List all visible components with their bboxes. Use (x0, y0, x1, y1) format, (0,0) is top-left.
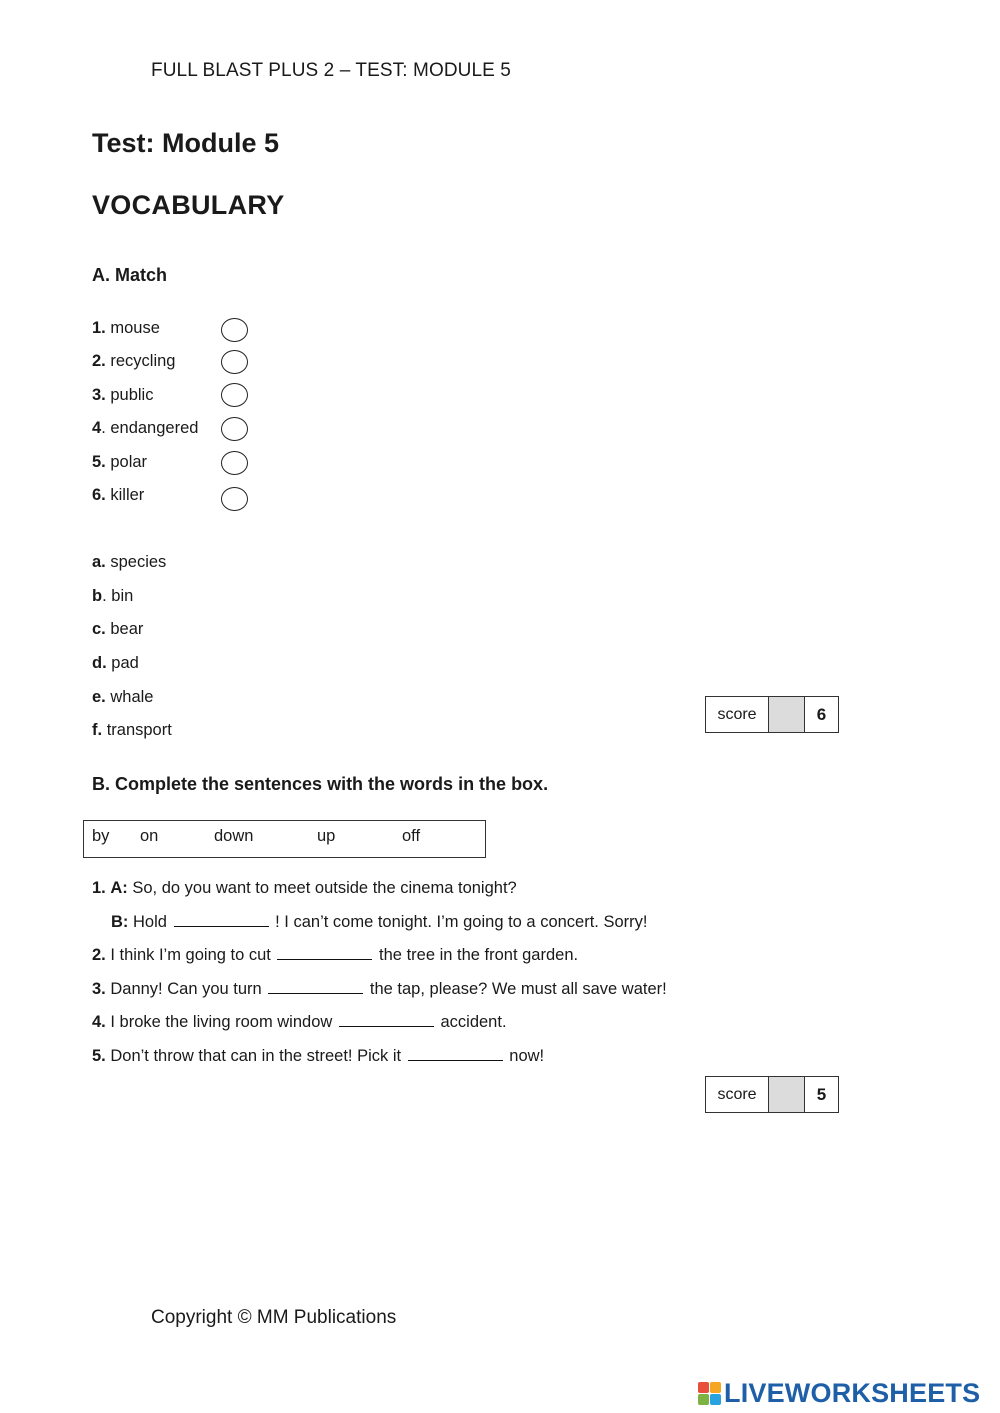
part-b-heading: B. Complete the sentences with the words in the box. (92, 774, 549, 794)
section-heading: VOCABULARY (92, 190, 285, 220)
score-max: 5 (816, 1084, 827, 1104)
logo-mark-icon (698, 1382, 721, 1405)
answer-blank-5[interactable] (408, 1046, 503, 1061)
score-label: score (706, 1077, 769, 1112)
sentence-2: 2. I think I’m going to cut the tree in the front garden. (92, 946, 579, 964)
sentence-1a: 1. A: So, do you want to meet outside the cinema tonight? (92, 879, 517, 897)
match-left-item: 5. polar (92, 453, 148, 471)
sentence-3: 3. Danny! Can you turn the tap, please? We must all save water! (92, 980, 667, 998)
match-right-item: a. species (92, 553, 167, 571)
match-left-item: 6. killer (92, 486, 145, 504)
answer-blank-3[interactable] (268, 979, 363, 994)
answer-circle-3[interactable] (221, 383, 248, 407)
sentence-1b: B: Hold ! I can’t come tonight. I’m going to a concert. Sorry! (111, 913, 648, 931)
answer-circle-5[interactable] (221, 451, 248, 475)
page-header: FULL BLAST PLUS 2 – TEST: MODULE 5 (151, 60, 511, 81)
match-left-item: 2. recycling (92, 352, 176, 370)
logo-square (710, 1382, 721, 1393)
score-input (769, 1077, 805, 1112)
score-box-b (705, 1076, 839, 1113)
score-max: 6 (816, 704, 827, 724)
copyright-text: Copyright © MM Publications (151, 1307, 397, 1328)
word-box (83, 820, 486, 858)
answer-blank-1[interactable] (174, 912, 269, 927)
word-option: off (402, 827, 421, 845)
match-right-item: f. transport (92, 721, 172, 739)
score-input (769, 697, 805, 732)
match-right-item: c. bear (92, 620, 144, 638)
word-option: up (317, 827, 336, 845)
brand-name: LIVEWORKSHEETS (724, 1378, 981, 1408)
word-option: by (92, 827, 110, 845)
word-option: down (214, 827, 254, 845)
answer-blank-4[interactable] (339, 1012, 434, 1027)
liveworksheets-logo (698, 1378, 980, 1409)
logo-square (710, 1394, 721, 1405)
sentence-5: 5. Don’t throw that can in the street! Pick it now! (92, 1047, 545, 1065)
match-right-item: d. pad (92, 654, 139, 672)
match-left-item: 4. endangered (92, 419, 199, 437)
answer-circle-1[interactable] (221, 318, 248, 342)
logo-square (698, 1394, 709, 1405)
answer-blank-2[interactable] (277, 945, 372, 960)
word-option: on (140, 827, 159, 845)
match-right-item: e. whale (92, 688, 154, 706)
answer-circle-2[interactable] (221, 350, 248, 374)
score-box-a (705, 696, 839, 733)
match-left-item: 3. public (92, 386, 154, 404)
match-left-item: 1. mouse (92, 319, 160, 337)
sentence-4: 4. I broke the living room window accident. (92, 1013, 507, 1031)
score-label: score (706, 697, 769, 732)
part-a-heading: A. Match (92, 265, 168, 285)
match-right-item: b. bin (92, 587, 134, 605)
logo-square (698, 1382, 709, 1393)
answer-circle-6[interactable] (221, 487, 248, 511)
answer-circle-4[interactable] (221, 417, 248, 441)
test-title: Test: Module 5 (92, 128, 280, 158)
